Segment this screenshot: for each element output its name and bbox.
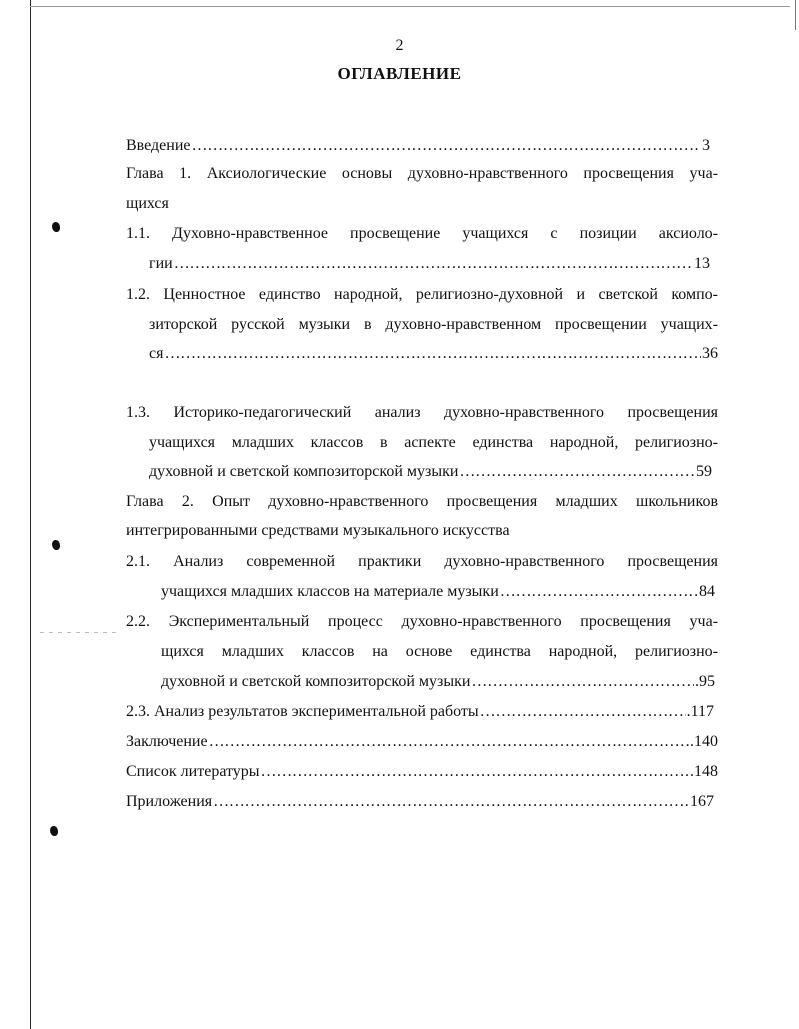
page-number: 2 <box>395 37 404 54</box>
toc-section-2-1-line-1[interactable]: 2.1. Анализ современной практики духовно-нравственного просвещения <box>126 553 718 570</box>
toc-entry-label: духовной и светской композиторской музыки <box>149 463 459 480</box>
scan-artifact-line <box>40 632 120 633</box>
toc-page-number: .140 <box>690 733 718 750</box>
toc-entry-conclusion[interactable] <box>126 732 718 752</box>
toc-section-1-3-line-2[interactable]: учащихся младших классов в аспекте единства народной, религиозно- <box>149 434 718 451</box>
toc-page-number: 13 <box>694 255 710 272</box>
punch-hole-mark <box>52 222 60 232</box>
toc-page-number: .148 <box>690 763 718 780</box>
toc-section-1-2-line-2[interactable]: зиторской русской музыки в духовно-нравственном просвещении учащих- <box>149 316 718 333</box>
dot-leader <box>174 254 693 274</box>
toc-page-number: 84 <box>699 583 715 600</box>
toc-page-number: 3 <box>702 137 710 154</box>
toc-entry-label: 2.3. Анализ результатов экспериментальной работы <box>126 703 479 720</box>
scan-right-edge <box>795 0 796 30</box>
punch-hole-mark <box>50 826 58 836</box>
toc-page-number: 36 <box>702 345 718 362</box>
toc-section-2-1-last[interactable] <box>161 582 715 602</box>
toc-chapter-1-line-2[interactable]: щихся <box>126 195 169 212</box>
page-title: ОГЛАВЛЕНИЕ <box>337 64 462 83</box>
dot-leader <box>209 732 689 752</box>
toc-entry-label: ся <box>149 345 164 362</box>
toc-page-number: .117 <box>686 703 714 720</box>
dot-leader <box>164 344 701 364</box>
toc-section-1-2-line-1[interactable]: 1.2. Ценностное единство народной, религиозно-духовной и светской компо- <box>126 286 718 303</box>
toc-entry-label: учащихся младших классов на материале музыки <box>161 583 499 600</box>
toc-chapter-1-line-1[interactable]: Глава 1. Аксиологические основы духовно-нравственного просвещения уча- <box>126 165 718 182</box>
toc-section-1-3-line-1[interactable]: 1.3. Историко-педагогический анализ духовно-нравственного просвещения <box>126 404 718 421</box>
toc-entry-references[interactable] <box>126 762 718 782</box>
dot-leader <box>459 462 695 482</box>
toc-section-1-1-last[interactable] <box>149 254 710 274</box>
toc-entry-label: Введение <box>126 137 191 154</box>
dot-leader <box>213 792 689 812</box>
toc-entry-label: Приложения <box>126 793 213 810</box>
scan-top-edge <box>30 6 790 7</box>
toc-section-1-3-last[interactable] <box>149 462 712 482</box>
dot-leader <box>480 702 686 722</box>
toc-page-number: 167 <box>690 793 714 810</box>
toc-page-number: 59 <box>696 463 712 480</box>
toc-section-2-2-line-1[interactable]: 2.2. Экспериментальный процесс духовно-нравственного просвещения уча- <box>126 613 718 630</box>
dot-leader <box>500 582 698 602</box>
toc-section-2-3[interactable] <box>126 702 714 722</box>
toc-chapter-2-line-1[interactable]: Глава 2. Опыт духовно-нравственного просвещения младших школьников <box>126 493 718 510</box>
toc-entry-appendices[interactable] <box>126 792 714 812</box>
punch-hole-mark <box>52 540 60 550</box>
toc-page-number: .95 <box>695 673 715 690</box>
toc-section-2-2-line-2[interactable]: щихся младших классов на основе единства народной, религиозно- <box>161 643 718 660</box>
toc-entry-intro[interactable] <box>126 136 710 156</box>
toc-section-2-2-last[interactable] <box>161 672 715 692</box>
dot-leader <box>192 136 702 156</box>
toc-section-1-2-last[interactable] <box>149 344 718 364</box>
dot-leader <box>261 762 689 782</box>
toc-entry-label: гии <box>149 255 173 272</box>
toc-entry-label: духовной и светской композиторской музыки <box>161 673 471 690</box>
scan-left-edge <box>30 0 31 1029</box>
toc-section-1-1-line-1[interactable]: 1.1. Духовно-нравственное просвещение учащихся с позиции аксиоло- <box>126 225 718 242</box>
toc-entry-label: Заключение <box>126 733 208 750</box>
toc-chapter-2-line-2[interactable]: интегрированными средствами музыкального искусства <box>126 522 510 539</box>
toc-entry-label: Список литературы <box>126 763 260 780</box>
dot-leader <box>471 672 694 692</box>
